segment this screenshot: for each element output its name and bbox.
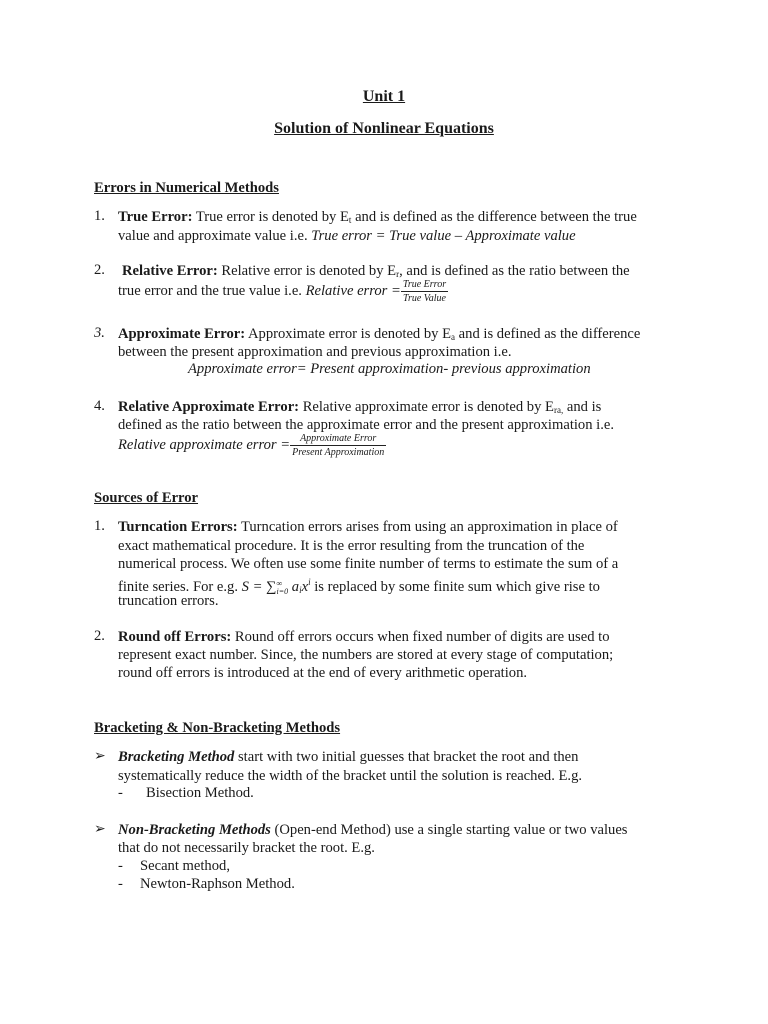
source-2-line-3: round off errors is introduced at the end of every arithmetic operation. bbox=[118, 665, 528, 681]
source-1-term: Turncation Errors: bbox=[118, 519, 238, 535]
relative-approximate-error-fraction: $\frac{\text{Approximate Error}}{\text{Present Approximation}}$ bbox=[292, 433, 385, 458]
non-bracketing-term: Non-Bracketing Methods bbox=[118, 822, 271, 838]
error-4-line-2: defined as the ratio between the approximate error and the present approximation i.e. bbox=[118, 417, 614, 433]
source-1-number: 1. bbox=[94, 518, 105, 534]
unit-title: Unit 1 bbox=[362, 88, 406, 105]
relative-error-fraction: $\frac{\text{True Error}}{\text{True Value}}$ bbox=[402, 279, 447, 304]
error-4-number: 4. bbox=[94, 398, 105, 414]
arrow-bullet-icon: ➢ bbox=[94, 749, 106, 764]
error-1-term: True Error: bbox=[118, 209, 193, 225]
error-2-line-1: Relative Error: Relative error is denoted by $E_r$, and is defined as the ratio between the bbox=[122, 263, 630, 279]
approximate-error-formula: Approximate error= Present approximation- previous approximation bbox=[188, 361, 591, 377]
series-formula: S = ∑ ∞ i=0 $a_ix^i$ bbox=[241, 577, 311, 596]
error-1-number: 1. bbox=[94, 208, 105, 224]
error-4-line-3 bbox=[118, 432, 386, 459]
bracketing-line-2: systematically reduce the width of the bracket until the solution is reached. E.g. bbox=[118, 768, 583, 784]
non-bracketing-line-2: that do not necessarily bracket the root. E.g. bbox=[118, 840, 375, 856]
relative-approximate-error-formula: Relative approximate error = bbox=[118, 436, 291, 453]
bracketing-term: Bracketing Method bbox=[118, 749, 235, 765]
error-2-term: Relative Error: bbox=[122, 263, 218, 279]
non-bracketing-line-1: Non-Bracketing Methods (Open-end Method) use a single starting value or two values bbox=[118, 822, 628, 838]
source-1-line-4: finite series. For e.g. S = ∑ ∞ i=0 $a_ix^i$ is replaced by some finite sum which give rise to bbox=[118, 577, 600, 596]
source-1-line-5: truncation errors. bbox=[118, 593, 219, 609]
errors-heading: Errors in Numerical Methods bbox=[94, 180, 279, 196]
newton-raphson-item: Newton-Raphson Method. bbox=[140, 876, 295, 892]
source-2-line-1: Round off Errors: Round off errors occurs when fixed number of digits are used to bbox=[118, 629, 610, 645]
error-2-number: 2. bbox=[94, 262, 105, 278]
error-3-term: Approximate Error: bbox=[118, 326, 246, 342]
dash-bullet-icon: - bbox=[118, 858, 123, 874]
source-2-number: 2. bbox=[94, 628, 105, 644]
error-3-line-1: Approximate Error: Approximate error is denoted by $E_a$ and is defined as the difference bbox=[118, 326, 641, 342]
error-3-line-2: between the present approximation and previous approximation i.e. bbox=[118, 344, 512, 360]
dash-bullet-icon: - bbox=[118, 785, 123, 801]
dash-bullet-icon: - bbox=[118, 876, 123, 892]
secant-method-item: Secant method, bbox=[140, 858, 230, 874]
bracketing-heading: Bracketing & Non-Bracketing Methods bbox=[94, 720, 341, 736]
sources-heading: Sources of Error bbox=[94, 490, 199, 506]
true-error-formula: True error = True value – Approximate value bbox=[311, 228, 576, 244]
bracketing-line-1: Bracketing Method start with two initial guesses that bracket the root and then bbox=[118, 749, 579, 765]
source-1-line-1: Turncation Errors: Turncation errors arises from using an approximation in place of bbox=[118, 519, 618, 535]
error-1-line-1: True Error: True error is denoted by $E_t$ and is defined as the difference between the true bbox=[118, 209, 637, 225]
source-1-line-2: exact mathematical procedure. It is the error resulting from the truncation of the bbox=[118, 538, 585, 554]
arrow-bullet-icon: ➢ bbox=[94, 822, 106, 837]
document-title: Solution of Nonlinear Equations bbox=[274, 120, 494, 137]
error-1-line-2: value and approximate value i.e. True error = True value – Approximate value bbox=[118, 228, 576, 244]
error-2-line-2: true error and the true value i.e. Relative error = $\frac{\text{True Error}}{\text{True Value}}$ bbox=[118, 279, 447, 304]
source-2-term: Round off Errors: bbox=[118, 629, 232, 645]
error-4-term: Relative Approximate Error: bbox=[118, 399, 300, 415]
source-1-line-3: numerical process. We often use some finite number of terms to estimate the sum of a bbox=[118, 556, 619, 572]
error-4-line-1: Relative Approximate Error: Relative approximate error is denoted by $E_{ra,}$ and is bbox=[118, 399, 602, 415]
relative-error-formula: Relative error = bbox=[305, 282, 401, 299]
bisection-method-item: Bisection Method. bbox=[146, 785, 254, 801]
source-2-line-2: represent exact number. Since, the numbers are stored at every stage of computation; bbox=[118, 647, 614, 663]
error-3-number: 3. bbox=[94, 325, 105, 341]
